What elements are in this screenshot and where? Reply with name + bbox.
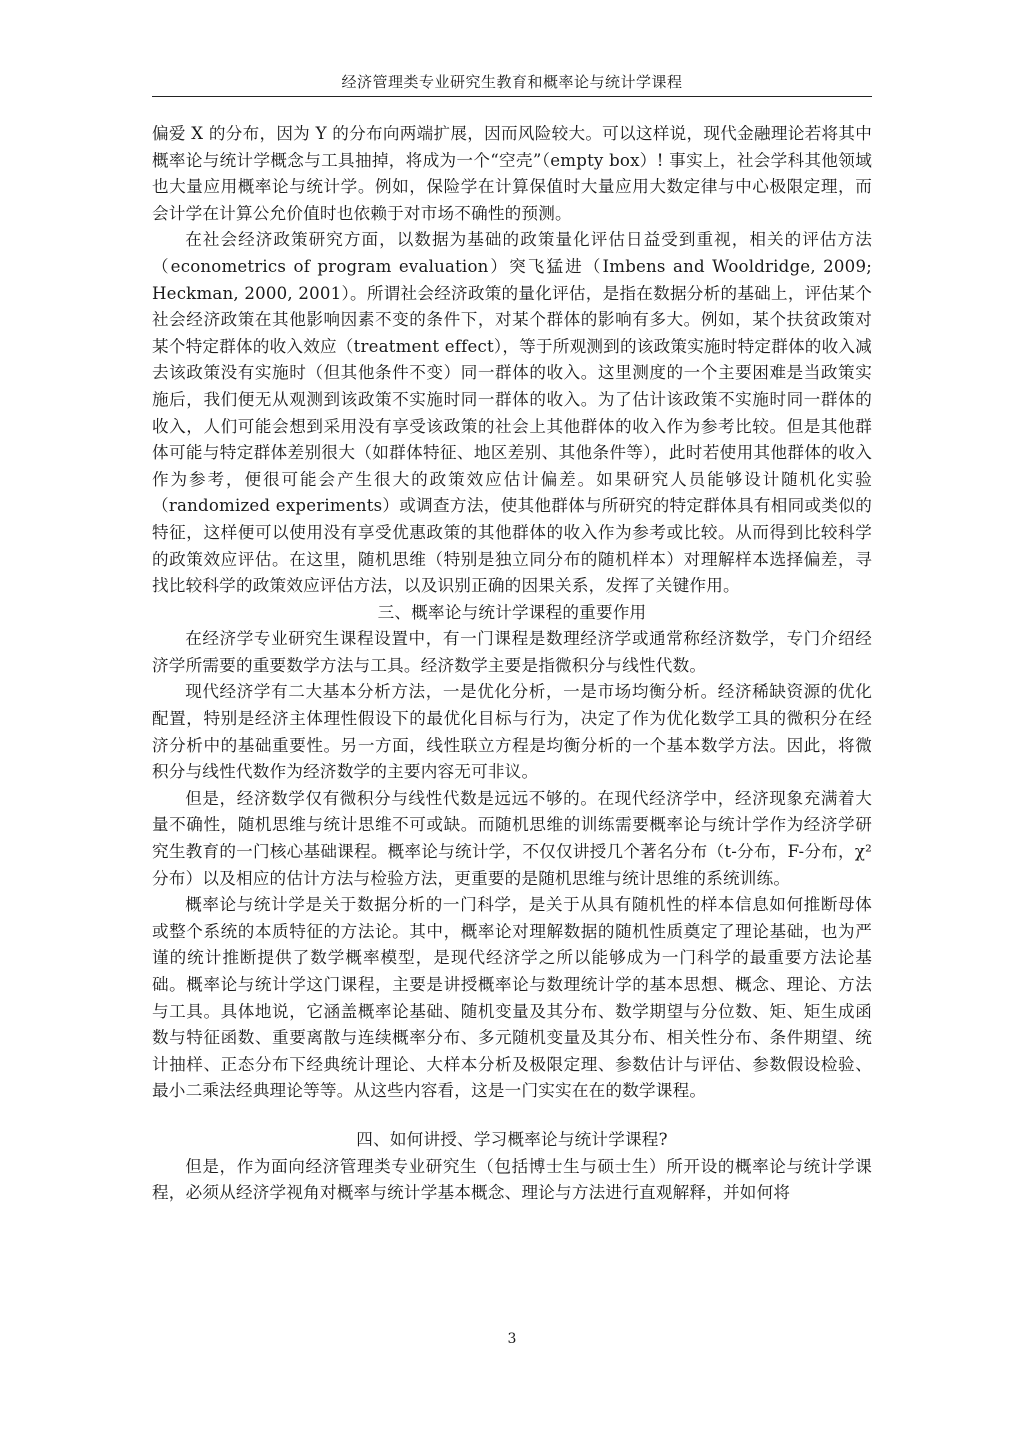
section-3-paragraph-3: 但是，经济数学仅有微积分与线性代数是远远不够的。在现代经济学中，经济现象充满着大量不确性，随机思维与统计思维不可或缺。而随机思维的训练需要概率论与统计学作为经济学研究生教育的一门核心基础课程。概率论与统计学，不仅仅讲授几个著名分布（t-分布，F-分布，χ² 分布）以及相应的估计方法与检验方法，更重要的是随机思维与统计思维的系统训练。 — [152, 788, 872, 888]
page-number: 3 — [507, 1331, 517, 1347]
paragraph-continuation: 偏爱 X 的分布，因为 Y 的分布向两端扩展，因而风险较大。可以这样说，现代金融理论若将其中概率论与统计学概念与工具抽掉，将成为一个“空壳”（empty box）! 事实上，社会学科其他领域也大量应用概率论与统计学。例如，保险学在计算保值时大量应用大数定律与中心极限定理，而会计学在计算公允价值时也依赖于对市场不确性的预测。 — [152, 124, 872, 223]
section-3-paragraph-4: 概率论与统计学是关于数据分析的一门科学，是关于从具有随机性的样本信息如何推断母体或整个系统的本质特征的方法论。其中，概率论对理解数据的随机性质奠定了理论基础，也为严谨的统计推断提供了数学概率模型，是现代经济学之所以能够成为一门科学的最重要方法论基础。概率论与统计学这门课程，主要是讲授概率论与数理统计学的基本思想、概念、理论、方法与工具。具体地说，它涵盖概率论基础、随机变量及其分布、数学期望与分位数、矩、矩生成函数与特征函数、重要离散与连续概率分布、多元随机变量及其分布、相关性分布、条件期望、统计抽样、正态分布下经典统计理论、大样本分析及极限定理、参数估计与评估、参数假设检验、最小二乘法经典理论等等。从这些内容看，这是一门实实在在的数学课程。 — [152, 895, 872, 1101]
body-text — [152, 121, 872, 1207]
section-3-paragraph-2: 现代经济学有二大基本分析方法，一是优化分析，一是市场均衡分析。经济稀缺资源的优化配置，特别是经济主体理性假设下的最优化目标与行为，决定了作为优化数学工具的微积分在经济分析中的基础重要性。另一方面，线性联立方程是均衡分析的一个基本数学方法。因此，将微积分与线性代数作为经济数学的主要内容无可非议。 — [152, 682, 872, 782]
section-4-paragraph-1: 但是，作为面向经济管理类专业研究生（包括博士生与硕士生）所开设的概率论与统计学课程，必须从经济学视角对概率与统计学基本概念、理论与方法进行直观解释，并如何将 — [152, 1156, 872, 1203]
paragraph-policy-evaluation: 在社会经济政策研究方面，以数据为基础的政策量化评估日益受到重视，相关的评估方法（econometrics of program evaluation）突飞猛进（Imbens and Wooldridge, 2009; Heckman, 2000, 2001）。所谓社会经济政策的量化评估，是指在数据分析的基础上，评估某个社会经济政策在其他影响因素不变的条件下，对某个群体的影响有多大。例如，某个扶贫政策对某个特定群体的收入效应（treatment effect），等于所观测到的该政策实施时特定群体的收入减去该政策没有实施时（但其他条件不变）同一群体的收入。这里测度的一个主要困难是当政策实施后，我们便无从观测到该政策不实施时同一群体的收入。为了估计该政策不实施时同一群体的收入，人们可能会想到采用没有享受该政策的社会上其他群体的收入作为参考比较。但是其他群体可能与特定群体差别很大（如群体特征、地区差别、其他条件等），此时若使用其他群体的收入作为参考，便很可能会产生很大的政策效应估计偏差。如果研究人员能够设计随机化实验（randomized experiments）或调查方法，使其他群体与所研究的特定群体具有相同或类似的特征，这样便可以使用没有享受优惠政策的其他群体的收入作为参考或比较。从而得到比较科学的政策效应评估。在这里，随机思维（特别是独立同分布的随机样本）对理解样本选择偏差，寻找比较科学的政策效应评估方法，以及识别正确的因果关系，发挥了关键作用。 — [152, 230, 872, 596]
running-header: 经济管理类专业研究生教育和概率论与统计学课程 — [341, 73, 683, 91]
section-3-paragraph-1: 在经济学专业研究生课程设置中，有一门课程是数理经济学或通常称经济数学，专门介绍经济学所需要的重要数学方法与工具。经济数学主要是指微积分与线性代数。 — [152, 629, 872, 675]
section-heading-3: 三、概率论与统计学课程的重要作用 — [377, 602, 647, 622]
header-divider — [152, 96, 872, 97]
section-heading-4: 四、如何讲授、学习概率论与统计学课程? — [356, 1129, 668, 1149]
